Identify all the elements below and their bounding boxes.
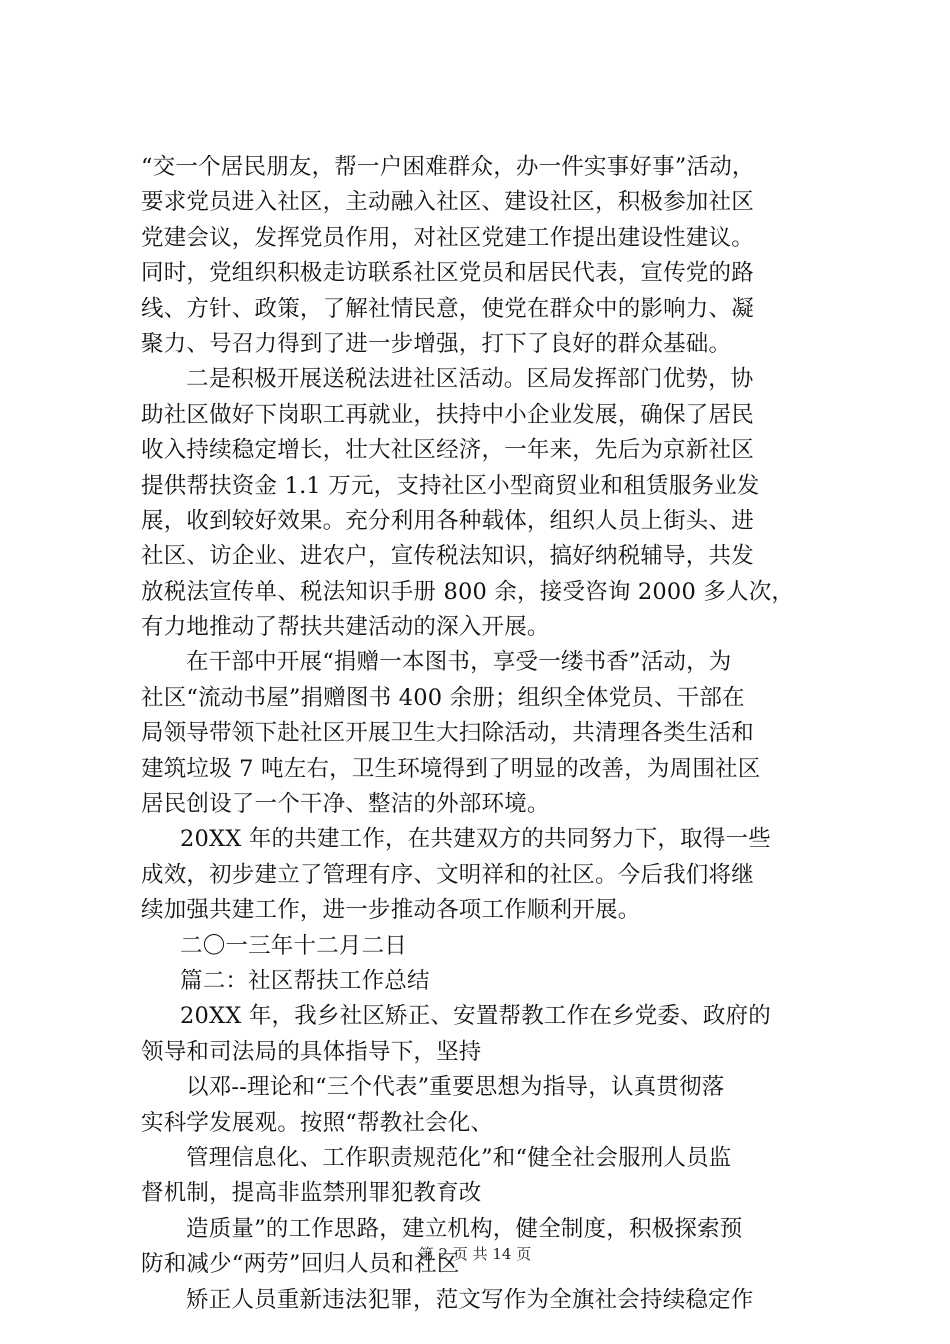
text-line: 助社区做好下岗职工再就业，扶持中小企业发展，确保了居民 xyxy=(141,401,754,428)
text-line: 管理信息化、工作职责规范化”和“健全社会服刑人员监 xyxy=(186,1144,732,1171)
text-line: 二是积极开展送税法进社区活动。区局发挥部门优势，协 xyxy=(186,366,754,393)
text-line: 展，收到较好效果。充分利用各种载体，组织人员上街头、进 xyxy=(141,507,754,534)
date-line: 二〇一三年十二月二日 xyxy=(180,932,408,959)
text-line: 局领导带领下赴社区开展卫生大扫除活动，共清理各类生活和 xyxy=(141,720,754,747)
text-line: 同时，党组织积极走访联系社区党员和居民代表，宣传党的路 xyxy=(141,260,754,287)
text-line: 实科学发展观。按照“帮教社会化、 xyxy=(141,1109,494,1136)
text-line: 20XX 年，我乡社区矫正、安置帮教工作在乡党委、政府的 xyxy=(180,1003,771,1030)
text-line: 收入持续稳定增长，壮大社区经济，一年来，先后为京新社区 xyxy=(141,437,754,464)
text-line: 放税法宣传单、税法知识手册 800 余，接受咨询 2000 多人次， xyxy=(141,578,795,605)
text-line: 要求党员进入社区，主动融入社区、建设社区，积极参加社区 xyxy=(141,189,754,216)
text-line: 有力地推动了帮扶共建活动的深入开展。 xyxy=(141,614,550,641)
section-heading: 篇二：社区帮扶工作总结 xyxy=(180,967,430,994)
text-line: 领导和司法局的具体指导下，坚持 xyxy=(141,1038,482,1065)
text-line: 社区“流动书屋”捐赠图书 400 余册；组织全体党员、干部在 xyxy=(141,684,745,711)
text-line: 在干部中开展“捐赠一本图书，享受一缕书香”活动，为 xyxy=(186,649,732,676)
text-line: 建筑垃圾 7 吨左右，卫生环境得到了明显的改善，为周围社区 xyxy=(141,755,761,782)
text-line: 续加强共建工作，进一步推动各项工作顺利开展。 xyxy=(141,897,641,924)
text-line: 党建会议，发挥党员作用，对社区党建工作提出建设性建议。 xyxy=(141,224,754,251)
text-line: 造质量”的工作思路，建立机构，健全制度，积极探索预 xyxy=(186,1215,743,1242)
text-line: 督机制，提高非监禁刑罪犯教育改 xyxy=(141,1180,482,1207)
text-line: 聚力、号召力得到了进一步增强，打下了良好的群众基础。 xyxy=(141,330,732,357)
page-number: 第 2 页 共 14 页 xyxy=(418,1245,532,1263)
document-body xyxy=(141,150,841,1318)
text-line: 社区、访企业、进农户，宣传税法知识，搞好纳税辅导，共发 xyxy=(141,543,754,570)
text-line: 防和减少“两劳”回归人员和社区 xyxy=(141,1251,460,1278)
text-line: 矫正人员重新违法犯罪，范文写作为全旗社会持续稳定作 xyxy=(186,1286,754,1313)
text-line: “交一个居民朋友，帮一户困难群众，办一件实事好事”活动， xyxy=(141,154,755,180)
text-line: 居民创设了一个干净、整洁的外部环境。 xyxy=(141,791,550,818)
text-line: 20XX 年的共建工作，在共建双方的共同努力下，取得一些 xyxy=(180,826,771,853)
text-line: 以邓--理论和“三个代表”重要思想为指导，认真贯彻落 xyxy=(186,1074,725,1101)
text-line: 提供帮扶资金 1.1 万元，支持社区小型商贸业和租赁服务业发 xyxy=(141,472,760,499)
text-line: 线、方针、政策，了解社情民意，使党在群众中的影响力、凝 xyxy=(141,295,754,322)
text-line: 成效，初步建立了管理有序、文明祥和的社区。今后我们将继 xyxy=(141,861,754,888)
